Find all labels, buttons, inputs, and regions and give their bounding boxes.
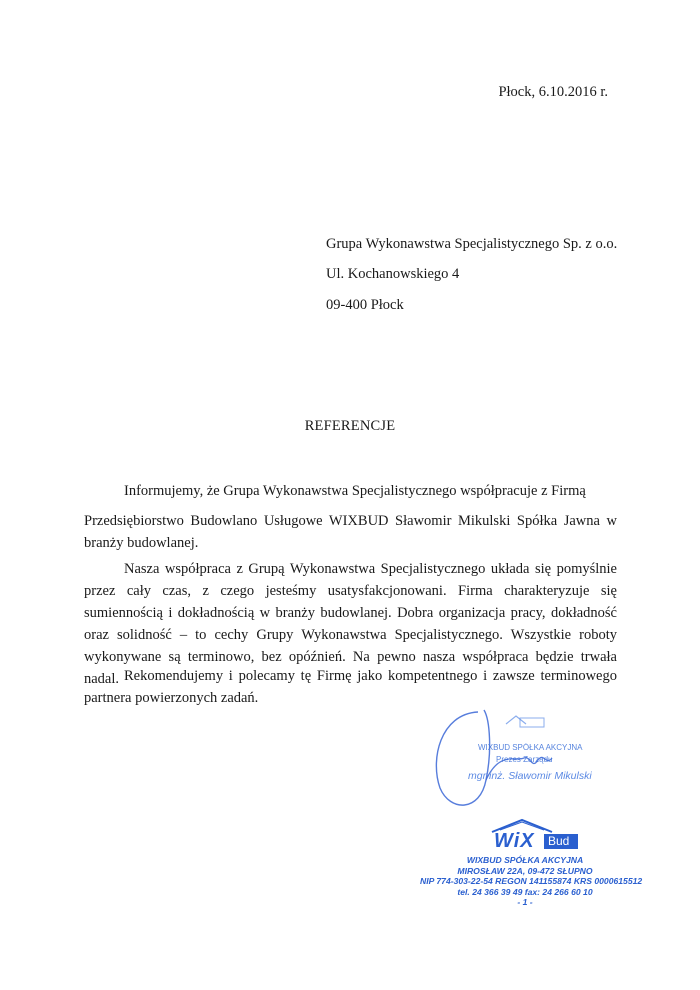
- stamp-company: WIXBUD SPÓŁKA AKCYJNA: [478, 743, 583, 752]
- paragraph-1-text: Informujemy, że Grupa Wykonawstwa Specjalistycznego współpracuje z Firmą: [124, 483, 586, 499]
- stamp-name: mgr inż. Sławomir Mikulski: [468, 770, 592, 782]
- logo-wix-text: WiX: [494, 830, 535, 852]
- recipient-city: 09-400 Płock: [326, 297, 404, 313]
- paragraph-2: Przedsiębiorstwo Budowlano Usługowe WIXBUD Sławomir Mikulski Spółka Jawna w branży budowlanej.: [84, 513, 617, 551]
- footer-address: MIROSŁAW 22A, 09-472 SŁUPNO: [457, 865, 593, 876]
- footer-ids: NIP 774-303-22-54 REGON 141155874 KRS 0000615512: [420, 876, 643, 886]
- paragraph-3-text: Nasza współpraca z Grupą Wykonawstwa Specjalistycznego układa się pomyślnie przez cały czas, z czego jesteśmy usatysfakcjonowani. Firma charakteryzuje się sumiennością i dokładnością w branży budowlanej. Dobra organizacja pracy, dokładność oraz solidność – to cechy Grupy Wykonawstwa Specjalistycznego. Wszystkie roboty wykonywane są terminowo, bez opóźnień. Na pewno nasza współpraca będzie trwała nadal.: [84, 561, 617, 687]
- footer-phones: tel. 24 366 39 49 fax: 24 266 60 10: [457, 886, 593, 897]
- stamp-role: Prezes Zarządu: [496, 755, 553, 764]
- recipient-name: Grupa Wykonawstwa Specjalistycznego Sp. z o.o.: [326, 236, 618, 252]
- logo-bud-text: Bud: [548, 834, 570, 848]
- company-logo: [450, 818, 600, 852]
- letter-title: REFERENCJE: [304, 418, 396, 434]
- recipient-street: Ul. Kochanowskiego 4: [326, 266, 460, 282]
- paragraph-1: [84, 480, 617, 502]
- company-footer: [420, 818, 643, 908]
- letter-date: Płock, 6.10.2016 r.: [498, 84, 608, 100]
- footer-page: - 1 -: [517, 897, 533, 907]
- signature-stamp: [420, 700, 620, 820]
- paragraph-4-text: Rekomendujemy i polecamy tę Firmę jako kompetentnego i zawsze terminowego partnera powierzonych zadań.: [84, 668, 617, 706]
- footer-company: WIXBUD SPÓŁKA AKCYJNA: [466, 855, 584, 865]
